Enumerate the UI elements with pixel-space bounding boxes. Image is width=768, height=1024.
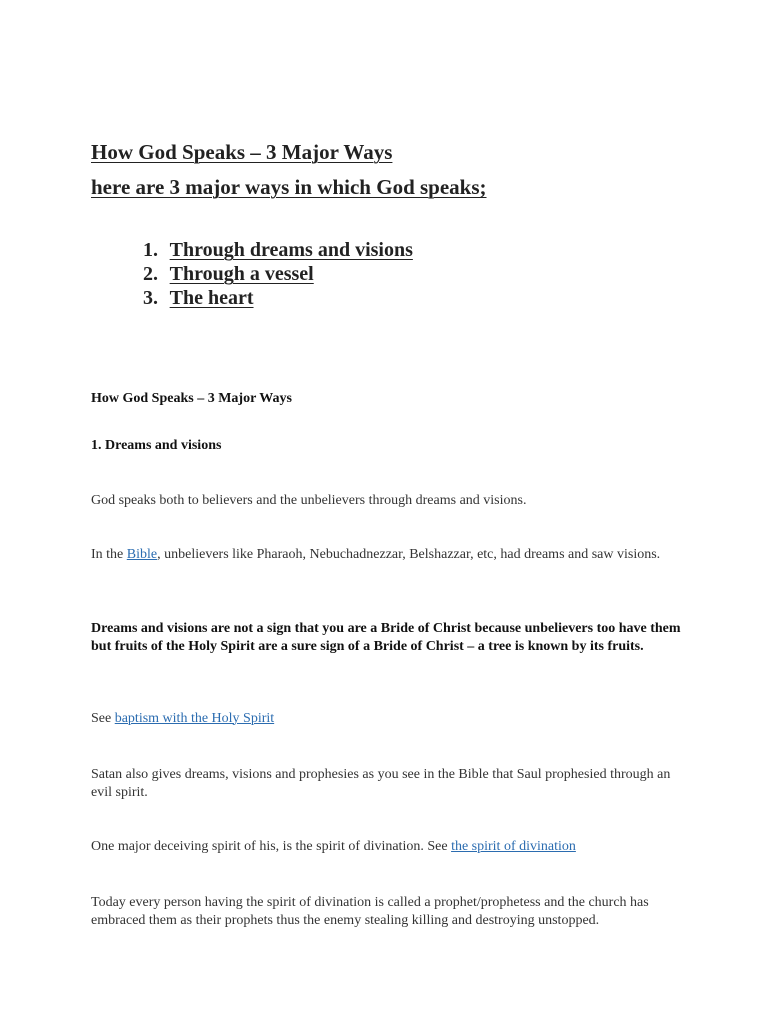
toc-item[interactable] xyxy=(143,238,413,262)
toc-item[interactable] xyxy=(143,262,413,286)
paragraph-6 xyxy=(91,838,681,856)
section-subheading: 1. Dreams and visions xyxy=(91,438,222,453)
paragraph-3-bold: Dreams and visions are not a sign that you are a Bride of Christ because unbelievers too have them but fruits of the Holy Spirit are a sure sign of a Bride of Christ – a tree is known by its fruits. xyxy=(91,621,681,654)
toc-number: 2. xyxy=(143,263,158,285)
paragraph-4-text: See xyxy=(91,711,115,726)
page-title: How God Speaks – 3 Major Ways xyxy=(91,140,393,164)
toc-link-dreams[interactable]: Through dreams and visions xyxy=(169,239,413,261)
page-subtitle: here are 3 major ways in which God speaks; xyxy=(91,175,487,199)
toc-link-vessel[interactable]: Through a vessel xyxy=(169,263,314,285)
toc-number: 1. xyxy=(143,239,158,261)
section-title: How God Speaks – 3 Major Ways xyxy=(91,391,292,406)
paragraph-1: God speaks both to believers and the unbelievers through dreams and visions. xyxy=(91,493,527,508)
baptism-holy-spirit-link[interactable]: baptism with the Holy Spirit xyxy=(114,711,275,726)
table-of-contents xyxy=(143,238,413,310)
paragraph-7: Today every person having the spirit of divination is called a prophet/prophetess and the church has embraced them as their prophets thus the enemy stealing killing and destroying unstopped. xyxy=(91,895,649,928)
toc-number: 3. xyxy=(143,287,158,309)
toc-link-heart[interactable]: The heart xyxy=(169,287,254,309)
toc-item[interactable] xyxy=(143,286,413,310)
spirit-of-divination-link[interactable]: the spirit of divination xyxy=(451,839,576,854)
paragraph-4 xyxy=(91,710,681,728)
paragraph-5: Satan also gives dreams, visions and prophesies as you see in the Bible that Saul prophesied through an evil spirit. xyxy=(91,767,671,800)
paragraph-6-text: One major deceiving spirit of his, is the spirit of divination. See xyxy=(91,839,452,854)
bible-link[interactable]: Bible xyxy=(126,547,158,562)
paragraph-2-text: In the xyxy=(91,547,127,562)
paragraph-2 xyxy=(91,546,681,564)
paragraph-2-text-after: , unbelievers like Pharaoh, Nebuchadnezzar, Belshazzar, etc, had dreams and saw visions. xyxy=(157,547,661,562)
